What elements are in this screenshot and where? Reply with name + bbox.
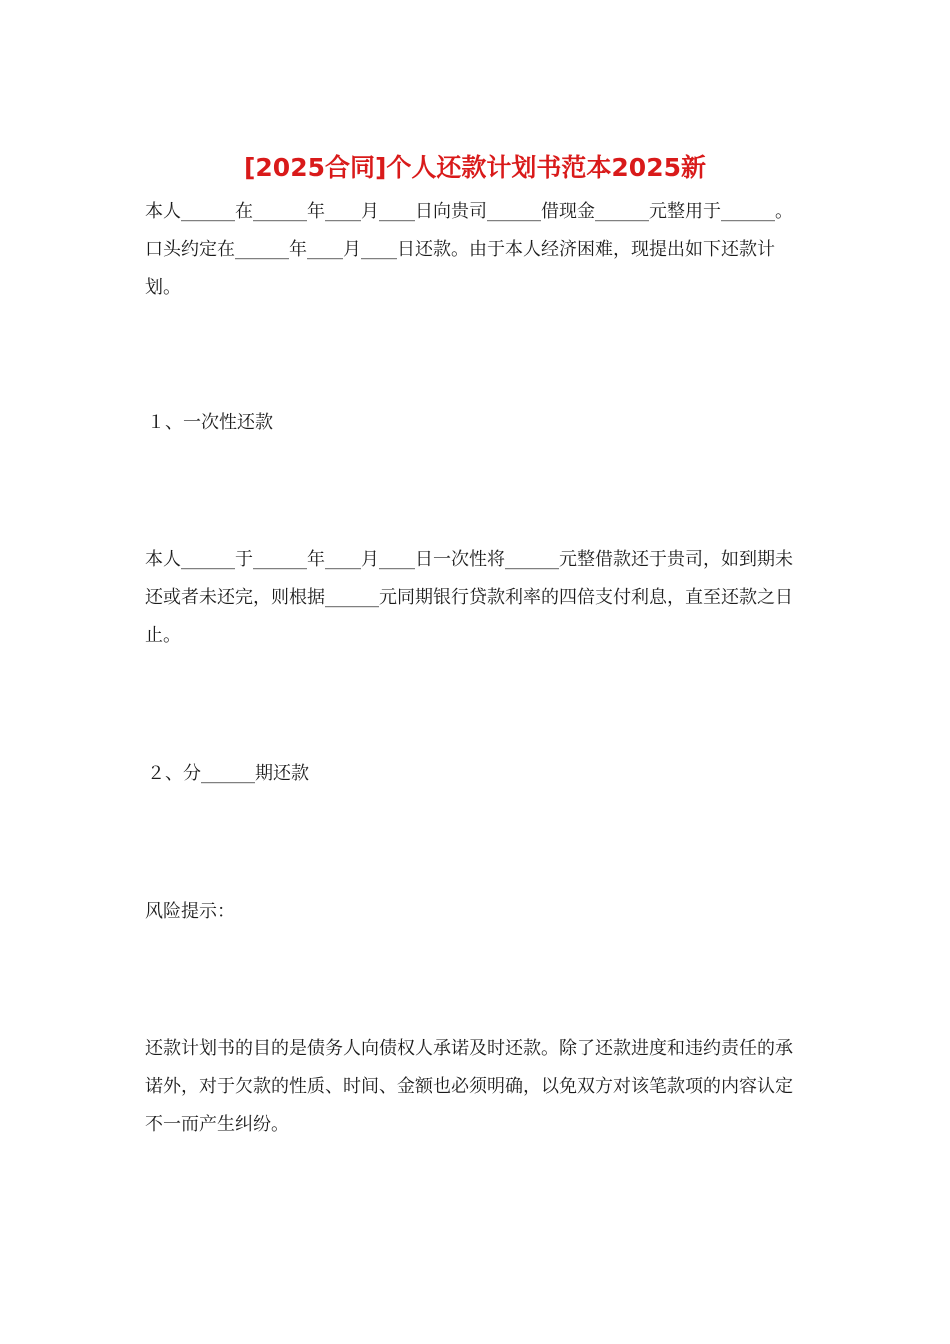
section-two-heading: ２、分______期还款 — [147, 763, 309, 784]
risk-heading: 风险提示： — [145, 901, 235, 922]
document-title: [2025合同]个人还款计划书范本2025新 — [243, 153, 706, 182]
section-one-heading: １、一次性还款 — [147, 412, 273, 433]
section-one-body: 本人______于______年____月____日一次性将______元整借款还于贵司，如到期未还或者未还完，则根据______元同期银行贷款利率的四倍支付利息，直至还款之日止。 — [145, 549, 793, 646]
intro-paragraph: 本人______在______年____月____日向贵司______借现金______元整用于______。口头约定在______年____月____日还款。由于本人经济困难，现提出如下还款计划。 — [145, 201, 793, 298]
risk-body: 还款计划书的目的是债务人向债权人承诺及时还款。除了还款进度和违约责任的承诺外，对于欠款的性质、时间、金额也必须明确，以免双方对该笔款项的内容认定不一而产生纠纷。 — [145, 1038, 793, 1135]
